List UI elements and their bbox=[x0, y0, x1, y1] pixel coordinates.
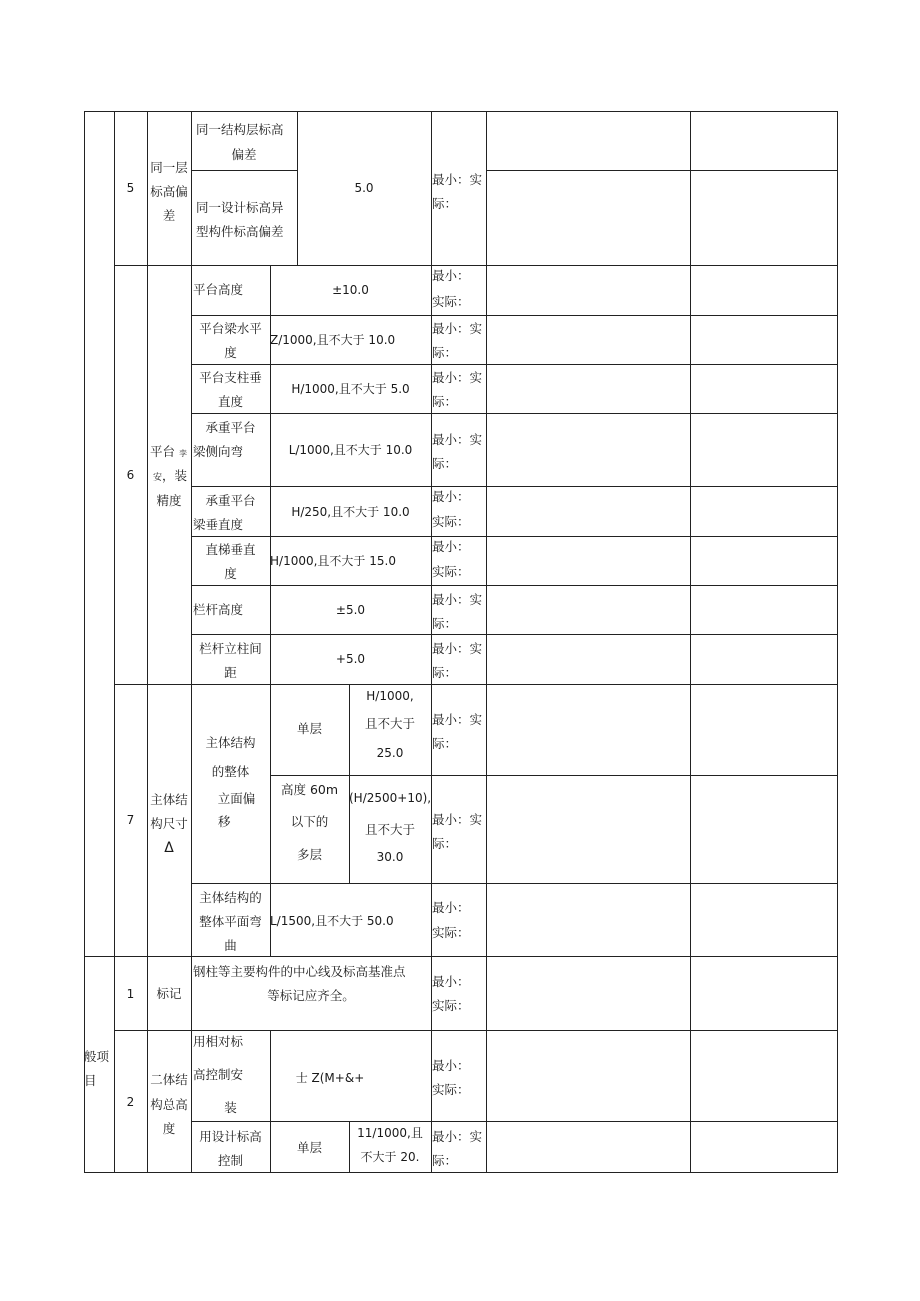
grid-line bbox=[191, 413, 837, 414]
sub-item-label: 型构件标高偏差 bbox=[196, 224, 284, 239]
item-name: Δ bbox=[164, 840, 174, 856]
item-name: 度 bbox=[162, 1121, 176, 1136]
item-name: 同一层 bbox=[150, 160, 188, 175]
multi-storey-label: 高度 60m bbox=[280, 782, 339, 797]
item-number: 6 bbox=[126, 468, 135, 482]
grid-line bbox=[191, 170, 297, 171]
item-number: 7 bbox=[126, 813, 135, 827]
grid-line bbox=[191, 315, 837, 316]
measure-label: 最小：实 bbox=[432, 432, 483, 447]
sub-item-label: 同一设计标高异 bbox=[196, 200, 284, 215]
sub-item-label: 栏杆立柱间 bbox=[199, 641, 262, 656]
measure-label: 际： bbox=[432, 345, 458, 360]
grid-line bbox=[690, 111, 691, 1173]
measure-label: 最小：实 bbox=[432, 172, 483, 187]
sub-item-label: 度 bbox=[224, 345, 237, 360]
sub-item-label: 平台高度 bbox=[193, 282, 244, 297]
measure-label: 最小：实 bbox=[432, 812, 483, 827]
measure-label: 实际： bbox=[432, 1082, 470, 1097]
item-number: 2 bbox=[126, 1095, 135, 1109]
tolerance-value: L/1000,且不大于 10.0 bbox=[288, 443, 413, 457]
sub-item-label: 控制 bbox=[217, 1153, 243, 1168]
measure-label: 最小： bbox=[432, 539, 470, 554]
measure-label: 最小： bbox=[432, 974, 470, 989]
item-name: 精度 bbox=[156, 493, 182, 508]
tolerance-value: L/1500,且不大于 50.0 bbox=[270, 914, 394, 928]
tolerance-value: +5.0 bbox=[335, 652, 366, 666]
tolerance-value: 30.0 bbox=[376, 850, 404, 864]
sub-item-label: 梁垂直度 bbox=[193, 517, 244, 532]
tolerance-value: 25.0 bbox=[376, 746, 404, 760]
tolerance-value: H/1000,且不大于 5.0 bbox=[291, 382, 410, 396]
sub-item-label: 梁侧向弯 bbox=[193, 444, 244, 459]
measure-label: 实际： bbox=[432, 514, 470, 529]
measure-label: 际： bbox=[432, 616, 458, 631]
sub-item-label: 整体平面弯 bbox=[199, 914, 262, 929]
grid-line bbox=[191, 585, 837, 586]
sub-item-label: 主体结构 bbox=[205, 735, 256, 750]
grid-line bbox=[84, 111, 85, 1173]
single-storey-label: 单层 bbox=[296, 1140, 322, 1155]
tolerance-value: 士 Z(M+&+ bbox=[295, 1071, 365, 1085]
sub-item-label: 栏杆高度 bbox=[193, 602, 244, 617]
multi-storey-label: 多层 bbox=[296, 847, 322, 862]
measure-label: 际： bbox=[432, 394, 458, 409]
sub-item-label: 直度 bbox=[217, 394, 243, 409]
measure-label: 最小：实 bbox=[432, 1129, 483, 1144]
measure-label: 最小： bbox=[432, 900, 470, 915]
tolerance-value: 不大于 20. bbox=[360, 1150, 420, 1164]
tolerance-value: ±10.0 bbox=[332, 283, 369, 297]
tolerance-value: 且不大于 bbox=[364, 822, 415, 837]
tolerance-value: H/1000, bbox=[366, 689, 414, 703]
grid-line bbox=[486, 170, 837, 171]
measure-label: 际： bbox=[432, 736, 458, 751]
sub-item-label: 承重平台 bbox=[205, 420, 256, 435]
tolerance-value: ±5.0 bbox=[335, 603, 366, 617]
measure-label: 际： bbox=[432, 665, 458, 680]
item-name: 平台 孪 bbox=[150, 444, 187, 459]
measure-label: 最小：实 bbox=[432, 641, 483, 656]
item-name: 标记 bbox=[156, 986, 182, 1001]
item-name: 标高偏 bbox=[150, 184, 188, 199]
section-label-general: 般项目 bbox=[84, 1049, 110, 1088]
sub-item-label: 立面偏 bbox=[217, 791, 256, 806]
sub-item-label: 用设计标高 bbox=[199, 1129, 262, 1144]
sub-item-label: 平台支柱垂 bbox=[199, 370, 262, 385]
grid-line bbox=[84, 111, 837, 112]
tolerance-value: 5.0 bbox=[354, 181, 374, 195]
measure-label: 最小： bbox=[432, 268, 470, 283]
measure-label: 最小：实 bbox=[432, 370, 483, 385]
measure-label: 最小：实 bbox=[432, 592, 483, 607]
measure-label: 际： bbox=[432, 1153, 458, 1168]
sub-item-label: 高控制安 bbox=[193, 1067, 244, 1082]
grid-line bbox=[147, 111, 148, 1173]
measure-label: 实际： bbox=[432, 564, 470, 579]
measure-label: 最小： bbox=[432, 489, 470, 504]
tolerance-value: H/250,且不大于 10.0 bbox=[291, 505, 410, 519]
single-storey-label: 单层 bbox=[296, 721, 322, 736]
item-number: 1 bbox=[126, 987, 135, 1001]
sub-item-label: 承重平台 bbox=[205, 493, 256, 508]
sub-item-label: 平台梁水平 bbox=[199, 321, 262, 336]
sub-item-label: 主体结构的 bbox=[199, 890, 262, 905]
grid-line bbox=[191, 364, 837, 365]
measure-label: 际： bbox=[432, 836, 458, 851]
item-number: 5 bbox=[126, 181, 135, 195]
item-name: 构尺寸 bbox=[150, 816, 188, 831]
tolerance-value: 且不大于 bbox=[364, 716, 415, 731]
item-name: 主体结 bbox=[150, 792, 188, 807]
grid-line bbox=[486, 111, 487, 1173]
item-name: 构总高 bbox=[150, 1097, 188, 1112]
sub-item-label: 度 bbox=[224, 566, 237, 581]
item-name: 差 bbox=[162, 208, 176, 223]
grid-line bbox=[114, 265, 837, 266]
tolerance-value: (H/2500+10), bbox=[349, 791, 432, 805]
sub-item-label: 移 bbox=[218, 814, 231, 829]
sub-item-label: 同一结构层标高 bbox=[196, 122, 284, 137]
grid-line bbox=[191, 883, 837, 884]
sub-item-label: 曲 bbox=[224, 938, 237, 953]
measure-label: 实际： bbox=[432, 294, 470, 309]
sub-item-label: 装 bbox=[224, 1100, 237, 1115]
sub-item-label: 的整体 bbox=[211, 764, 250, 779]
sub-item-label: 用相对标 bbox=[193, 1034, 244, 1049]
sub-item-label: 偏差 bbox=[231, 147, 257, 162]
grid-line bbox=[837, 111, 838, 1173]
grid-line bbox=[270, 775, 837, 776]
measure-label: 际： bbox=[432, 196, 458, 211]
multi-storey-label: 以下的 bbox=[290, 814, 329, 829]
item-name: 安，装 bbox=[153, 468, 188, 483]
grid-line bbox=[191, 634, 837, 635]
measure-label: 际： bbox=[432, 456, 458, 471]
tolerance-value: 11/1000,且 bbox=[357, 1126, 423, 1140]
grid-line bbox=[191, 1121, 837, 1122]
tolerance-value: H/1000,且不大于 15.0 bbox=[270, 554, 396, 568]
sub-item-label: 距 bbox=[224, 665, 237, 680]
grid-line bbox=[114, 111, 115, 1173]
requirement-text: 钢柱等主要构件的中心线及标高基准点 bbox=[193, 964, 406, 979]
measure-label: 实际： bbox=[432, 925, 470, 940]
tolerance-value: Z/1000,且不大于 10.0 bbox=[270, 333, 396, 347]
measure-label: 实际： bbox=[432, 998, 470, 1013]
sub-item-label: 直梯垂直 bbox=[205, 542, 256, 557]
measure-label: 最小：实 bbox=[432, 321, 483, 336]
measure-label: 最小：实 bbox=[432, 712, 483, 727]
requirement-text: 等标记应齐全。 bbox=[267, 988, 355, 1003]
grid-line bbox=[191, 486, 837, 487]
measure-label: 最小： bbox=[432, 1058, 470, 1073]
item-name: 二体结 bbox=[150, 1072, 188, 1087]
grid-line bbox=[191, 536, 837, 537]
